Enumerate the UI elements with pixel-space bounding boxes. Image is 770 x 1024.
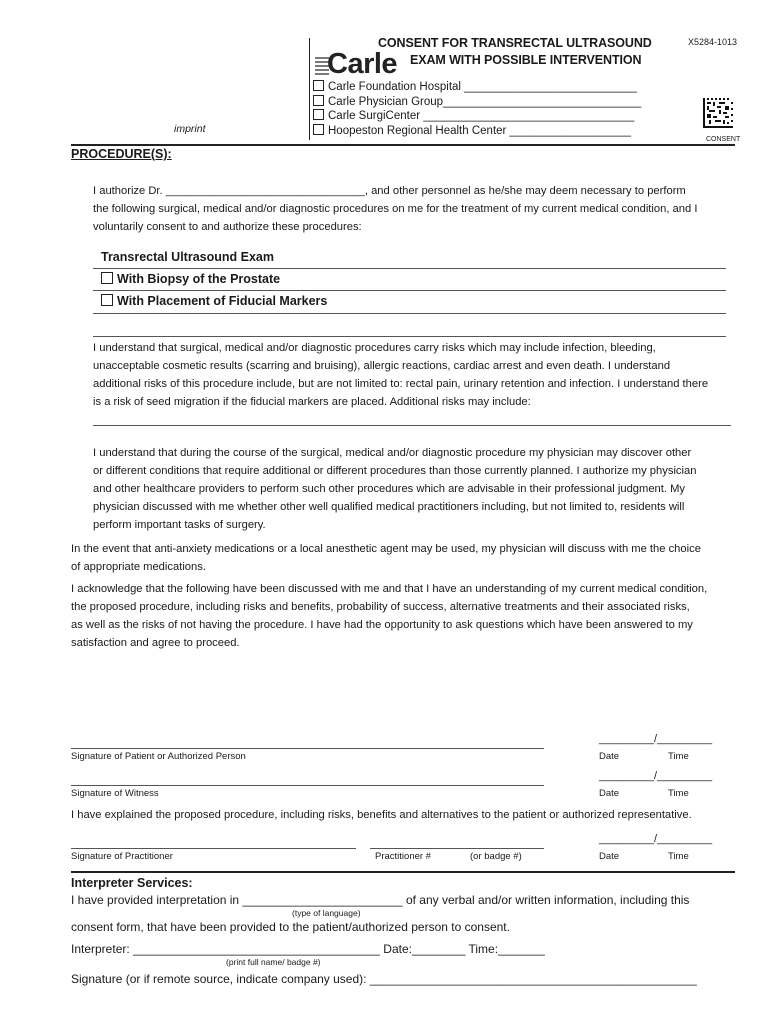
checkbox-icon[interactable] [101, 272, 113, 284]
facility-option[interactable] [313, 124, 641, 139]
logo-text: Carle [327, 48, 398, 80]
time-label: Time [668, 851, 689, 862]
date-label: Date [599, 788, 620, 799]
facility-option[interactable] [313, 80, 641, 95]
facility-option[interactable] [313, 95, 641, 110]
procedure-option-label: With Placement of Fiducial Markers [117, 294, 328, 308]
barcode-label: CONSENT [706, 136, 741, 143]
checkbox-icon[interactable] [313, 109, 324, 120]
discover-paragraph [93, 444, 696, 534]
facility-label: Hoopeston Regional Health Center ___________________ [328, 124, 632, 137]
risks-line: is a risk of seed migration if the fiducial markers are placed. Additional risks may include: [93, 396, 531, 408]
procedure-option[interactable] [101, 294, 327, 308]
witness-date-time-field[interactable]: _________/_________ [599, 770, 713, 782]
interpreter-name-line[interactable]: Interpreter: _____________________________________ Date:________ Time:_______ [71, 942, 545, 956]
patient-signature-field[interactable] [71, 748, 544, 749]
practitioner-signature-label: Signature of Practitioner [71, 851, 173, 862]
badge-number-label: (or badge #) [470, 851, 522, 862]
procedure-line[interactable] [93, 268, 726, 269]
authorize-line: the following surgical, medical and/or diagnostic procedures on me for the treatment of my current medical condition, and I [93, 203, 698, 215]
acknowledge-line: I acknowledge that the following have been discussed with me and that I have an understanding of my current medical condition, [71, 583, 708, 595]
language-hint: (type of language) [292, 908, 361, 918]
practitioner-date-time-field[interactable]: _________/_________ [599, 833, 713, 845]
checkbox-icon[interactable] [101, 294, 113, 306]
discover-line: and other healthcare providers to perform such other procedures which are advisable in their professional judgment. My [93, 483, 686, 495]
risks-line: unacceptable cosmetic results (scarring and bruising), allergic reactions, cardiac arrest and even death. I understand [93, 360, 671, 372]
interpreter-signature-line[interactable]: Signature (or if remote source, indicate company used): _________________________________________________ [71, 972, 697, 986]
explained-statement: I have explained the proposed procedure, including risks, benefits and alternatives to the patient or authorized representative. [71, 809, 692, 821]
facility-list [313, 80, 641, 138]
risks-line: additional risks of this procedure include, but are not limited to: rectal pain, urinary retention and infection. I understand there [93, 378, 709, 390]
date-label: Date [599, 851, 620, 862]
procedure-line[interactable] [93, 336, 726, 337]
interpreter-rule [71, 871, 735, 873]
risks-paragraph [93, 339, 708, 411]
barcode-icon [703, 98, 733, 128]
time-label: Time [668, 788, 689, 799]
anesthetic-paragraph [71, 540, 701, 576]
form-title-line1: CONSENT FOR TRANSRECTAL ULTRASOUND [378, 36, 652, 50]
discover-line: physician discussed with me whether other well qualified medical practitioners including, but not limited to, residents will [93, 501, 685, 513]
time-label: Time [668, 751, 689, 762]
witness-signature-label: Signature of Witness [71, 788, 159, 799]
discover-line: I understand that during the course of the surgical, medical and/or diagnostic procedure my physician may discover other [93, 447, 692, 459]
practitioner-signature-field[interactable] [71, 848, 356, 849]
interpreter-line: consent form, that have been provided to the patient/authorized person to consent. [71, 920, 510, 934]
acknowledge-line: satisfaction and agree to proceed. [71, 637, 240, 649]
discover-line: or different conditions that require additional or different procedures than those currently planned. I authorize my physician [93, 465, 697, 477]
procedure-line[interactable] [93, 313, 726, 314]
anesthetic-line: In the event that anti-anxiety medications or a local anesthetic agent may be used, my physician will discuss with me the choice [71, 543, 701, 555]
authorize-line: I authorize Dr. ________________________________, and other personnel as he/she may deem necessary to perform [93, 185, 686, 197]
date-label: Date [599, 751, 620, 762]
procedure-option-label: With Biopsy of the Prostate [117, 272, 281, 286]
procedure-line[interactable] [93, 290, 726, 291]
practitioner-number-field[interactable] [370, 848, 544, 849]
imprint-label: imprint [174, 123, 206, 135]
procedures-heading: PROCEDURE(S): [71, 147, 172, 161]
form-number: X5284-1013 [688, 37, 738, 47]
anesthetic-line: of appropriate medications. [71, 561, 206, 573]
checkbox-icon[interactable] [313, 124, 324, 135]
checkbox-icon[interactable] [313, 95, 324, 106]
patient-signature-label: Signature of Patient or Authorized Person [71, 751, 246, 762]
patient-date-time-field[interactable]: _________/_________ [599, 733, 713, 745]
authorize-paragraph [93, 182, 697, 236]
carle-logo [313, 50, 403, 84]
authorize-line: voluntarily consent to and authorize these procedures: [93, 221, 362, 233]
header-divider [309, 38, 310, 140]
facility-label: Carle Physician Group_______________________________ [328, 95, 642, 108]
checkbox-icon[interactable] [313, 80, 324, 91]
procedure-item: Transrectal Ultrasound Exam [101, 250, 274, 264]
facility-option[interactable] [313, 109, 641, 124]
acknowledge-paragraph [71, 580, 707, 652]
facility-label: Carle SurgiCenter _________________________________ [328, 110, 635, 122]
witness-signature-field[interactable] [71, 785, 544, 786]
acknowledge-line: the proposed procedure, including risks and benefits, probability of success, alternative treatments and their associated risks, [71, 601, 690, 613]
acknowledge-line: as well as the risks of not having the procedure. I have had the opportunity to ask questions which have been answered to my [71, 619, 693, 631]
discover-line: perform important tasks of surgery. [93, 519, 266, 531]
facility-label: Carle Foundation Hospital ___________________________ [328, 81, 637, 93]
practitioner-number-label: Practitioner # [375, 851, 431, 862]
interpreter-heading: Interpreter Services: [71, 876, 193, 890]
interpreter-line: I have provided interpretation in ________________________ of any verbal and/or written information, including this [71, 893, 690, 907]
interpreter-name-hint: (print full name/ badge #) [226, 957, 321, 967]
procedure-option[interactable] [101, 272, 280, 286]
risks-line: I understand that surgical, medical and/or diagnostic procedures carry risks which may include infection, bleeding, [93, 342, 656, 354]
form-title-line2: EXAM WITH POSSIBLE INTERVENTION [410, 53, 642, 67]
header-rule [71, 144, 735, 146]
additional-risks-line[interactable] [93, 425, 731, 426]
